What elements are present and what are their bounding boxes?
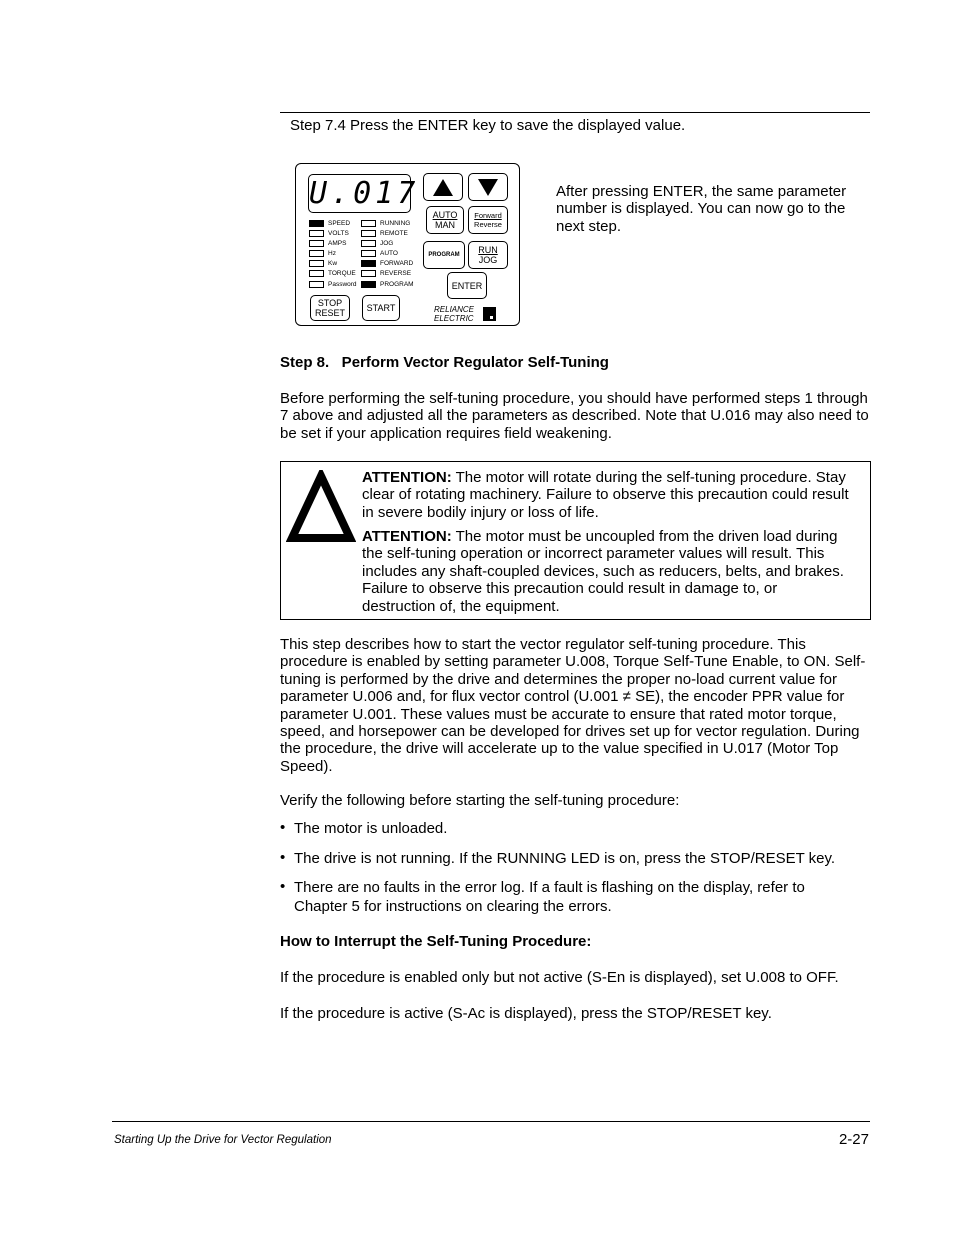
bullet-item: The drive is not running. If the RUNNING LED is on, press the STOP/RESET key. (294, 850, 836, 867)
program-label: PROGRAM (428, 252, 460, 258)
paragraph-before-self-tuning: Before performing the self-tuning procedure, you should have performed steps 1 through 7 above and adjusted all the parameters as described. Note that U.016 may also need to be set if your application requires field weakening. (280, 390, 869, 442)
up-arrow-key[interactable] (423, 173, 463, 201)
keypad-panel (295, 163, 520, 326)
attention-2 (362, 528, 852, 615)
bullet-marker: • (280, 849, 286, 866)
interrupt-heading: How to Interrupt the Self-Tuning Procedure: (280, 933, 592, 950)
auto-label: AUTO (432, 210, 458, 220)
attention-2-label: ATTENTION: (362, 528, 452, 545)
led-hz: Hz (309, 249, 336, 258)
top-rule (280, 112, 870, 113)
paragraph-enabled-not-active: If the procedure is enabled only but not active (S-En is displayed), set U.008 to OFF. (280, 969, 839, 986)
led-jog: JOG (361, 239, 393, 248)
led-indicator (361, 220, 376, 227)
forward-reverse-key[interactable] (468, 206, 508, 234)
led-torque: TORQUE (309, 269, 356, 278)
led-kw: Kw (309, 259, 337, 268)
led-indicator (309, 250, 324, 257)
start-key[interactable] (362, 295, 400, 321)
side-note: After pressing ENTER, the same parameter number is displayed. You can now go to the next step. (556, 183, 847, 235)
stop-label: STOP (317, 298, 343, 308)
enter-key[interactable] (447, 272, 487, 299)
led-auto: AUTO (361, 249, 398, 258)
led-program: PROGRAM (361, 280, 414, 289)
keypad-display: U.017 (309, 176, 420, 211)
reliance-logo-inner (489, 315, 494, 320)
reliance-electric-brand: RELIANCE ELECTRIC (434, 305, 475, 323)
enter-label: ENTER (451, 280, 483, 291)
jog-label: JOG (478, 255, 498, 265)
led-remote: REMOTE (361, 229, 408, 238)
led-forward: FORWARD (361, 259, 413, 268)
footer-rule (112, 1121, 870, 1122)
led-speed: SPEED (309, 219, 350, 228)
auto-man-key[interactable] (426, 206, 464, 234)
reverse-label: Reverse (474, 220, 502, 229)
attention-1-text: The motor will rotate during the self-tuning procedure. Stay clear of rotating machinery. Failure to observe this precaution could result in severe bodily injury or loss of life. (362, 469, 849, 521)
attention-1 (362, 469, 852, 521)
paragraph-active: If the procedure is active (S-Ac is displayed), press the STOP/RESET key. (280, 1005, 772, 1022)
led-reverse: REVERSE (361, 269, 411, 278)
paragraph-step-description: This step describes how to start the vector regulator self-tuning procedure. This procedure is enabled by setting parameter U.008, Torque Self-Tune Enable, to ON. Self-tuning is performed by the drive and determines the proper no-load current value for parameter U.006 and, for flux vector control (U.001 ≠ SE), the encoder PPR value for parameter U.001. These values must be accurate to ensure that rated motor torque, speed, and horsepower can be developed for drives set up for vector regulation. During the procedure, the drive will accelerate up to the value specified in U.017 (Motor Top Speed). (280, 636, 866, 775)
man-label: MAN (435, 220, 455, 230)
bullet-item: There are no faults in the error log. If a fault is flashing on the display, refer to Chapter 5 for instructions on clearing the errors. (294, 879, 805, 915)
bullet-marker: • (280, 878, 286, 895)
page-number: 2-27 (838, 1131, 869, 1148)
led-indicator (361, 270, 376, 277)
step-8-heading: Step 8. Perform Vector Regulator Self-Tuning (280, 354, 609, 371)
led-indicator (361, 230, 376, 237)
down-arrow-icon (478, 179, 498, 196)
up-arrow-icon (433, 179, 453, 196)
led-indicator (309, 270, 324, 277)
forward-label: Forward (474, 211, 502, 220)
down-arrow-key[interactable] (468, 173, 508, 201)
run-label: RUN (478, 245, 498, 255)
paragraph-verify: Verify the following before starting the self-tuning procedure: (280, 792, 680, 809)
led-indicator (309, 260, 324, 267)
led-indicator (361, 250, 376, 257)
step-7-4-text: Step 7.4 Press the ENTER key to save the displayed value. (290, 117, 686, 134)
attention-box (280, 461, 871, 620)
led-indicator (309, 230, 324, 237)
led-running: RUNNING (361, 219, 410, 228)
led-indicator (361, 260, 376, 267)
reset-label: RESET (314, 308, 345, 318)
bullet-marker: • (280, 819, 286, 836)
led-indicator (309, 240, 324, 247)
led-password: Password (309, 280, 357, 289)
led-volts: VOLTS (309, 229, 349, 238)
start-label: START (366, 303, 396, 313)
led-indicator (309, 281, 324, 288)
run-jog-key[interactable] (468, 241, 508, 269)
led-amps: AMPS (309, 239, 346, 248)
led-indicator (361, 240, 376, 247)
bullet-item: The motor is unloaded. (294, 820, 448, 837)
footer-chapter-title: Starting Up the Drive for Vector Regulation (114, 1134, 332, 1146)
attention-2-text: The motor must be uncoupled from the driven load during the self-tuning operation or incorrect parameter values will result. This includes any shaft-coupled devices, such as reducers, belts, and brakes. Failure to observe this precaution could result in damage to, or destruction of, the equipment. (362, 528, 844, 615)
warning-triangle-icon (286, 470, 356, 550)
led-indicator (361, 281, 376, 288)
program-key[interactable] (423, 241, 465, 269)
led-indicator (309, 220, 324, 227)
stop-reset-key[interactable] (310, 295, 350, 321)
attention-1-label: ATTENTION: (362, 469, 452, 486)
